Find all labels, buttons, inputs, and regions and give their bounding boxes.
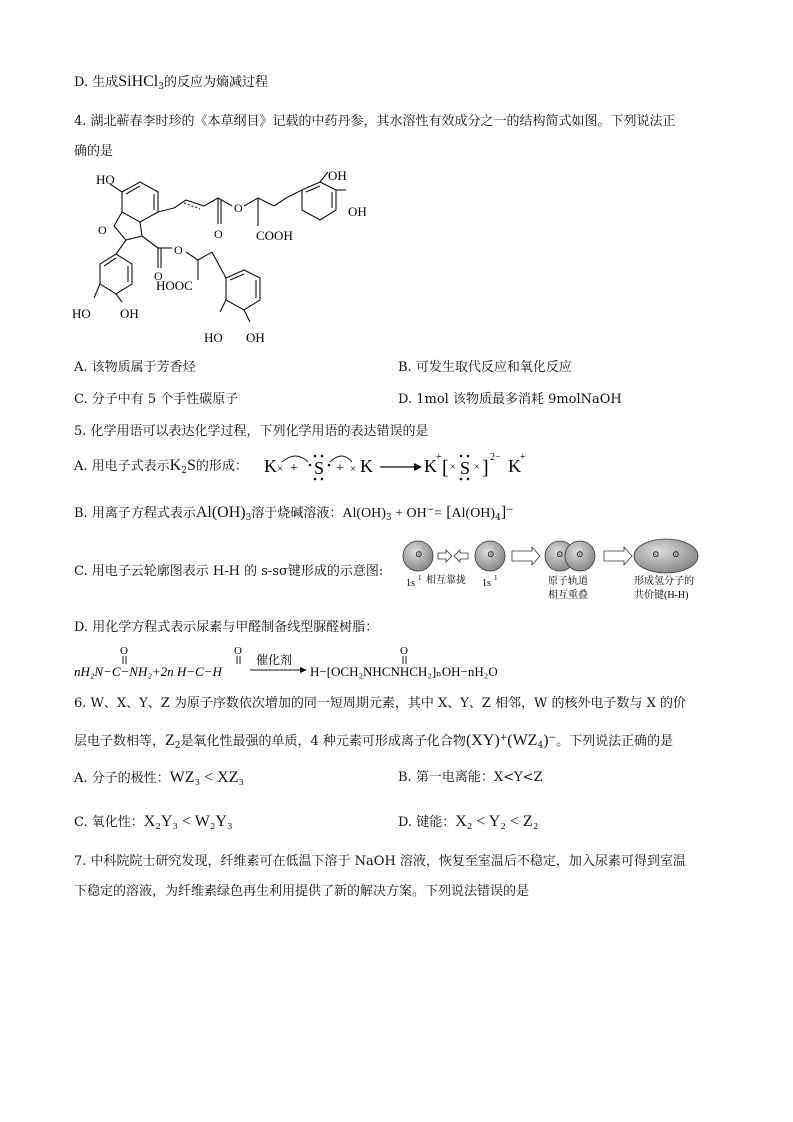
q6-stem-line2: 层电子数相等，$Z_2$是氧化性最强的单质，4 种元素可形成离子化合物$(XY)^+(WZ_4)^-$。下列说法正确的是 — [74, 732, 674, 751]
q6-a-formula: WZ₃ < XZ₃ — [169, 769, 245, 786]
q5-c-orbital-diagram — [398, 536, 704, 606]
q5-a-electron-formula — [262, 448, 542, 482]
q6-xy-plus: + — [499, 733, 508, 743]
q6-option-a — [74, 768, 244, 789]
svg-text:+: + — [336, 461, 344, 476]
q6-option-b: B. 第一电离能：X<Y<Z — [398, 770, 543, 785]
q5-a-k2s-s: S — [186, 457, 196, 474]
q4-label-oh-bottom: OH — [246, 330, 265, 345]
q6-c-prefix: C. 氧化性： — [74, 815, 144, 830]
q4-label-ho-left: HO — [72, 306, 91, 321]
q4-label-o-ester2: O — [174, 243, 183, 257]
svg-text:⊙: ⊙ — [487, 549, 495, 559]
svg-text:×: × — [277, 463, 284, 475]
q4-stem-line1: 4. 湖北蕲春李时珍的《本草纲目》记载的中药丹参，其水溶性有效成分之一的结构简式如图。下列说法正 — [74, 114, 676, 129]
q5-b-eq-sub3: 3 — [385, 513, 392, 523]
q6-option-d — [398, 812, 538, 833]
svg-text:⊙: ⊙ — [415, 549, 423, 559]
q6-d-prefix: D. 键能： — [398, 815, 456, 830]
q5-c-label-1s-b: 1s — [482, 578, 491, 589]
svg-text:]: ] — [482, 457, 489, 479]
q5-c-label-overlap2: 相互重叠 — [548, 590, 588, 601]
svg-text:⊙: ⊙ — [652, 549, 660, 559]
q5-d-o2: O — [234, 645, 242, 657]
q6-stem-b: 是氧化性最强的单质，4 种元素可形成离子化合物 — [180, 734, 466, 749]
svg-text:⊙: ⊙ — [556, 549, 564, 559]
svg-text:+: + — [290, 461, 298, 476]
q5-c-label-overlap1: 原子轨道 — [548, 576, 588, 587]
q5-b-al: Al — [195, 504, 212, 521]
svg-text:[: [ — [442, 457, 449, 479]
q5-a-prefix: A. 用电子式表示 — [74, 459, 170, 474]
q5-c-label-form1: 形成氢分子的 — [634, 576, 694, 587]
q5-option-c: C. 用电子云轮廓图表示 H-H 的 s-sσ键形成的示意图: — [74, 564, 384, 579]
q7-stem-line1: 7. 中科院院士研究发现，纤维素可在低温下溶于 NaOH 溶液，恢复至室温后不稳定，加入尿素可得到室温 — [74, 854, 686, 869]
q5-option-a — [74, 456, 248, 481]
q3-option-d-prefix: D. 生成 — [74, 75, 119, 90]
q7-stem-line2: 下稳定的溶液，为纤维素绿色再生利用提供了新的解决方案。下列说法错误的是 — [74, 884, 530, 899]
q5-stem: 5. 化学用语可以表达化学过程，下列化学用语的表达错误的是 — [74, 424, 429, 439]
q5-c-label-sup-b: 1 — [494, 574, 498, 582]
q5-option-b: B. 用离子方程式表示$Al(OH)_3$溶于烧碱溶液：$Al(OH)_3 + OH^-= [Al(OH)_4]^-$ — [74, 504, 514, 523]
q4-option-b: B. 可发生取代反应和氧化反应 — [398, 360, 572, 375]
q5-a-k2s-sub: 2 — [181, 466, 187, 476]
q6-z2: Z — [165, 732, 175, 749]
q5-a-s2: S — [460, 458, 471, 478]
q6-wz4: WZ — [512, 732, 538, 749]
q5-a-kplus1: K — [424, 456, 437, 476]
q5-option-d: D. 用化学方程式表示尿素与甲醛制备线型脲醛树脂： — [74, 620, 379, 635]
q6-c-formula: X₂Y₃ < W₂Y₃ — [143, 813, 233, 830]
q5-a-plus1: + — [436, 452, 442, 463]
q5-b-prefix: B. 用离子方程式表示 — [74, 506, 196, 521]
q4-option-a: A. 该物质属于芳香烃 — [74, 360, 196, 375]
q4-label-hooc: HOOC — [156, 278, 193, 293]
q5-d-o1: O — [120, 645, 128, 657]
q6-option-c — [74, 812, 233, 833]
q4-label-o-carbonyl1: O — [214, 227, 223, 241]
q5-b-eq-left: Al(OH) — [342, 506, 386, 521]
q6-d-formula: X₂ < Y₂ < Z₂ — [455, 813, 539, 830]
q5-b-eq-right: Al(OH) — [451, 506, 496, 521]
q6-stem-c: 。下列说法正确的是 — [556, 734, 674, 749]
svg-text:⊙: ⊙ — [672, 549, 680, 559]
q3-option-d-formula: SiHCl — [118, 73, 159, 90]
q4-label-oh-top1: OH — [328, 168, 347, 183]
q5-d-eq-left: nH₂N−C−NH₂+2n H−C−H — [74, 664, 222, 679]
q6-wz4-sub: 4 — [537, 741, 544, 751]
q5-a-plus2: + — [520, 452, 526, 463]
q5-b-eq-minus: − — [426, 505, 435, 515]
q5-b-eq-plus: + OH — [391, 506, 427, 521]
q5-a-charge: 2− — [490, 452, 501, 463]
q5-b-sub3: 3 — [245, 513, 252, 523]
q5-b-suffix: 溶于烧碱溶液： — [251, 506, 343, 521]
q5-c-label-1s-a: 1s — [406, 578, 415, 589]
q4-label-ho-top: HO — [96, 172, 115, 187]
svg-text:×: × — [450, 462, 456, 473]
q5-d-o3: O — [400, 645, 408, 657]
q3-option-d-sub: 3 — [158, 82, 164, 92]
q4-label-oh-left: OH — [120, 306, 139, 321]
q5-b-eq-eq: = — [434, 506, 443, 521]
q4-option-c: C. 分子中有 5 个手性碳原子 — [74, 392, 239, 407]
q5-a-k2: K — [360, 456, 373, 476]
q5-c-label-mutual: 相互靠拢 — [426, 575, 466, 586]
q5-a-k1: K — [264, 456, 277, 476]
q6-stem-a: 层电子数相等， — [74, 734, 166, 749]
q5-d-catalyst: 催化剂 — [256, 653, 293, 667]
q6-xy: (XY) — [465, 732, 500, 749]
q4-label-ho-bottom: HO — [204, 330, 223, 345]
svg-text:×: × — [474, 462, 480, 473]
q5-a-suffix: 的形成： — [195, 459, 248, 474]
q5-a-s: S — [314, 458, 325, 478]
q3-option-d-suffix: 的反应为熵减过程 — [163, 75, 268, 90]
q5-c-label-sup-a: 1 — [418, 574, 422, 582]
q4-option-d: D. 1mol 该物质最多消耗 9molNaOH — [398, 392, 622, 407]
q3-option-d — [74, 72, 268, 97]
q4-label-oh-top2: OH — [348, 204, 367, 219]
q5-b-eq-sub4: 4 — [495, 513, 501, 523]
q4-label-o-carbonyl2: O — [154, 269, 163, 283]
q4-label-cooh1: COOH — [256, 228, 293, 243]
q5-d-eq-right: H−[OCH₂NHCNHCH₂]ₙOH−nH₂O — [310, 664, 498, 679]
q5-a-kplus2: K — [508, 456, 521, 476]
q5-d-equation — [74, 640, 544, 682]
q4-label-o-ring: O — [98, 223, 107, 237]
q6-wz4-minus: − — [548, 733, 557, 743]
q6-stem-line1: 6. W、X、Y、Z 为原子序数依次增加的同一短周期元素，其中 X、Y、Z 相邻，W 的核外电子数与 X 的价 — [74, 696, 687, 711]
q4-structure-diagram — [70, 168, 390, 348]
q6-z2-sub: 2 — [174, 741, 181, 751]
q5-b-oh: OH — [217, 504, 241, 521]
q5-a-k2s-k: K — [169, 457, 182, 474]
svg-text:×: × — [350, 463, 357, 475]
q4-label-o-ester1: O — [234, 201, 243, 215]
q5-b-eq-charge: − — [506, 505, 514, 515]
svg-text:⊙: ⊙ — [576, 549, 584, 559]
q6-a-prefix: A. 分子的极性： — [74, 771, 170, 786]
q4-stem-line2: 确的是 — [74, 144, 114, 159]
q5-c-label-form2: 共价键(H-H) — [634, 590, 689, 601]
